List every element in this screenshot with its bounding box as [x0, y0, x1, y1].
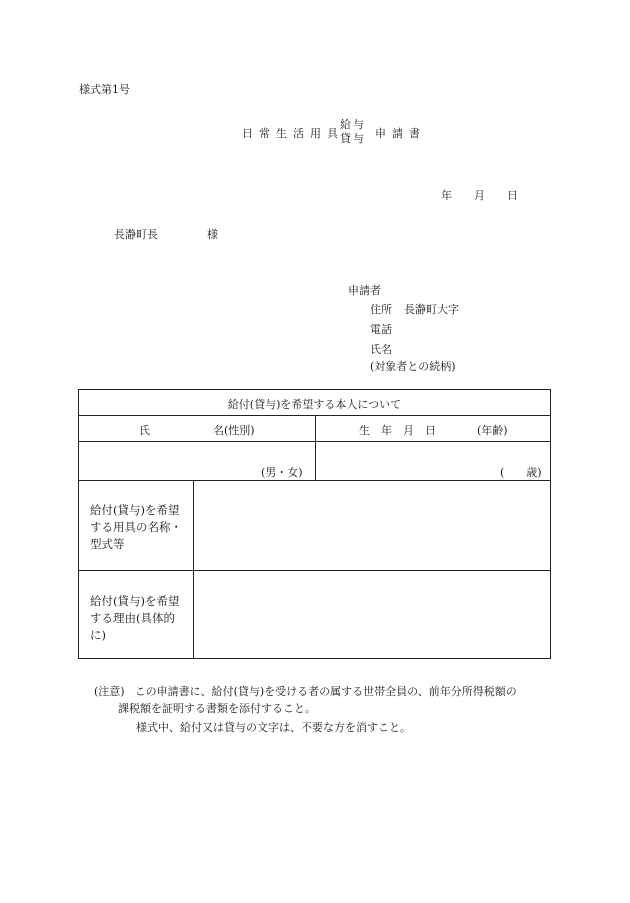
date-year: 年 [441, 189, 452, 202]
table-divider [315, 415, 316, 480]
name-column-b: 名(性別) [213, 424, 255, 437]
sex-options: (男・女) [261, 466, 303, 479]
date-day: 日 [507, 189, 518, 202]
table-divider [79, 570, 550, 571]
note-label: (注意) [94, 685, 125, 698]
relation-label: (対象者との続柄) [370, 360, 456, 373]
name-column-a: 氏 [139, 424, 150, 437]
item-label: 給付(貸与)を希望する用具の名称・型式等 [90, 503, 182, 551]
title-option-bottom: 貸与 [340, 132, 366, 145]
title-option-top: 給与 [340, 118, 366, 131]
phone-label: 電話 [370, 323, 392, 336]
age-column: (年齢) [477, 424, 508, 437]
application-table [78, 389, 551, 659]
form-number: 様式第1号 [79, 83, 130, 96]
note-line-2: 課税額を証明する書類を添付すること。 [118, 702, 316, 715]
title-suffix: 申請書 [375, 127, 426, 140]
addressee-name: 長瀞町長 [114, 228, 158, 241]
document-title [242, 118, 432, 148]
age-unit: ( 歳) [500, 466, 542, 479]
note-line-1: この申請書に、給付(貸与)を受ける者の属する世帯全員の、前年分所得税額の [134, 685, 517, 698]
applicant-address [370, 301, 459, 317]
note-line-3: 様式中、給付又は貸与の文字は、不要な方を消すこと。 [136, 721, 411, 734]
date-line [441, 187, 518, 203]
dob-column: 生 年 月 日 [359, 424, 436, 437]
address-value: 長瀞町大字 [404, 303, 459, 316]
name-label: 氏名 [370, 343, 392, 356]
date-month: 月 [474, 189, 485, 202]
table-divider [79, 480, 550, 481]
reason-label: 給付(貸与)を希望する理由(具体的に) [90, 594, 180, 642]
addressee-honorific: 様 [207, 228, 218, 241]
title-prefix: 日常生活用具 [242, 127, 344, 140]
address-label: 住所 [370, 303, 392, 316]
title-option-stack [340, 118, 366, 146]
note [94, 683, 517, 699]
table-header: 給付(貸与)を希望する本人について [227, 398, 402, 411]
table-divider [193, 480, 194, 658]
applicant-heading: 申請者 [348, 284, 381, 297]
